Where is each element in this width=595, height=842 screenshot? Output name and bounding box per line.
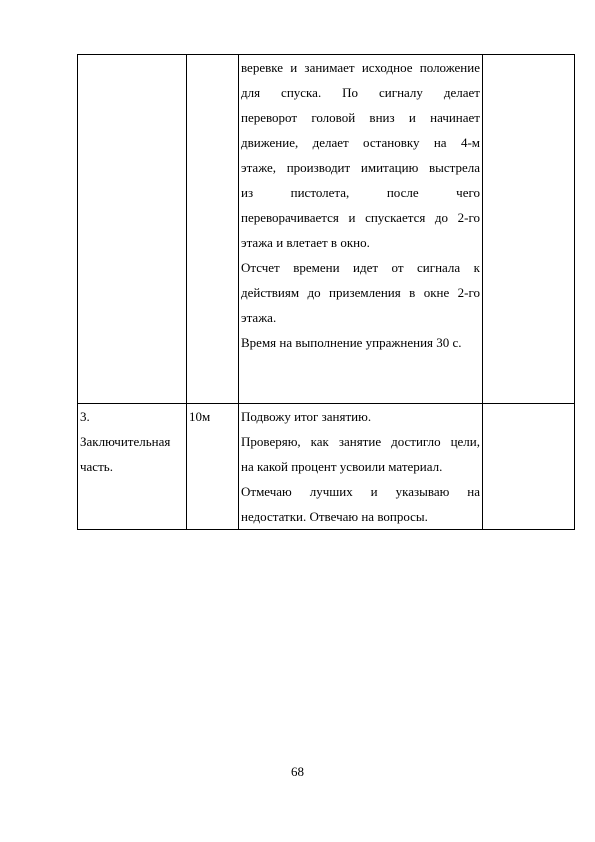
section-cell bbox=[78, 404, 187, 530]
table-row bbox=[78, 404, 575, 530]
text-line: для спуска. По сигналу делает bbox=[241, 85, 480, 100]
text-line: на какой процент усвоили материал. bbox=[241, 459, 443, 474]
section-number: 3. bbox=[80, 409, 90, 424]
duration-cell bbox=[187, 55, 239, 404]
text-line: из пистолета, после чего bbox=[241, 185, 480, 200]
text-line: этажа. bbox=[241, 310, 277, 325]
text-line: Отсчет времени идет от сигнала к bbox=[241, 260, 480, 275]
text-line: недостатки. Отвечаю на вопросы. bbox=[241, 509, 428, 524]
duration-cell: 10м bbox=[187, 404, 239, 530]
content-cell bbox=[239, 55, 483, 404]
table-row bbox=[78, 55, 575, 404]
section-cell bbox=[78, 55, 187, 404]
text-line: переворот головой вниз и начинает bbox=[241, 110, 480, 125]
text-line: действиям до приземления в окне 2-го bbox=[241, 285, 480, 300]
text-line: этаже, производит имитацию выстрела bbox=[241, 160, 480, 175]
text-line: этажа и влетает в окно. bbox=[241, 235, 370, 250]
text-line: движение, делает остановку на 4-м bbox=[241, 135, 480, 150]
lesson-plan-table bbox=[77, 54, 575, 530]
text-line: Время на выполнение упражнения 30 с. bbox=[241, 335, 462, 350]
text-line: Отмечаю лучших и указываю на bbox=[241, 484, 480, 499]
page-number: 68 bbox=[291, 764, 304, 779]
text-line: веревке и занимает исходное положение bbox=[241, 60, 480, 75]
notes-cell bbox=[483, 55, 575, 404]
section-name: Заключительная bbox=[80, 434, 171, 449]
text-line: Проверяю, как занятие достигло цели, bbox=[241, 434, 480, 449]
content-cell bbox=[239, 404, 483, 530]
text-line: Подвожу итог занятию. bbox=[241, 409, 372, 424]
notes-cell bbox=[483, 404, 575, 530]
text-line: переворачивается и спускается до 2-го bbox=[241, 210, 480, 225]
section-name: часть. bbox=[80, 459, 113, 474]
